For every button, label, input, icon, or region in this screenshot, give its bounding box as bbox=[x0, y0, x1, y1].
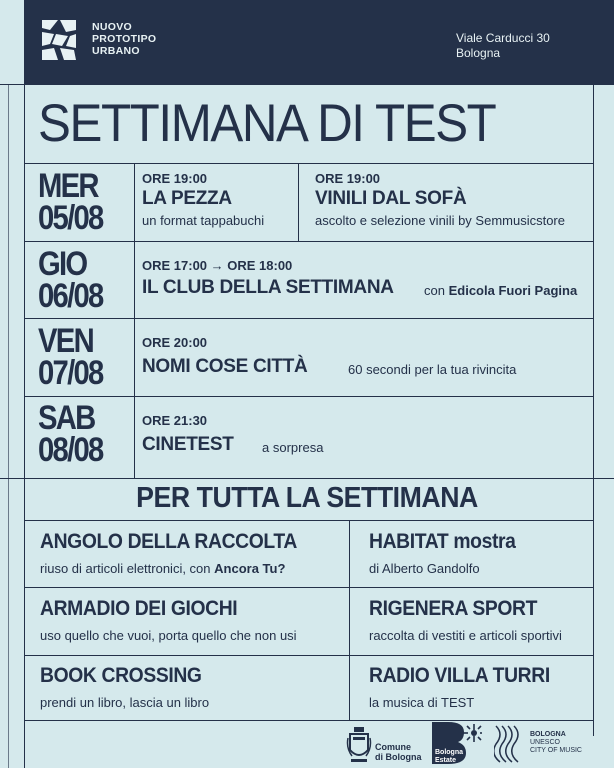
activity-desc: prendi un libro, lascia un libro bbox=[40, 695, 210, 710]
event-title: NOMI COSE CITTÀ bbox=[142, 356, 308, 377]
activity-desc: la musica di TEST bbox=[369, 695, 475, 710]
header bbox=[0, 0, 614, 84]
day-column-divider bbox=[134, 163, 135, 478]
page-title: SETTIMANA DI TEST bbox=[38, 94, 496, 153]
activity-desc: uso quello che vuoi, porta quello che non usi bbox=[40, 628, 297, 643]
event-desc: ascolto e selezione vinili by Semmusicstore bbox=[315, 213, 565, 228]
divider bbox=[24, 396, 594, 397]
day-label: SAB 08/08 bbox=[38, 399, 103, 469]
event-time: ORE 17:00 → ORE 18:00 bbox=[142, 258, 293, 273]
divider bbox=[24, 520, 594, 521]
activity-desc: riuso di articoli elettronici, con Ancora Tu? bbox=[40, 561, 286, 576]
comune-crest-icon bbox=[346, 726, 372, 764]
day-label: GIO 06/08 bbox=[38, 245, 103, 315]
activity-title: ARMADIO DEI GIOCHI bbox=[40, 597, 238, 620]
unesco-music-logo-icon bbox=[494, 724, 522, 764]
activity-title: RIGENERA SPORT bbox=[369, 597, 538, 620]
event-time: ORE 19:00 bbox=[142, 171, 208, 186]
activity-title: ANGOLO DELLA RACCOLTA bbox=[40, 530, 298, 553]
event-time: ORE 20:00 bbox=[142, 335, 208, 350]
outer-frame bbox=[8, 84, 9, 768]
day-label: VEN 07/08 bbox=[38, 322, 103, 392]
frame-left bbox=[24, 84, 25, 768]
unesco-text: BOLOGNA UNESCO CITY OF MUSIC bbox=[530, 731, 582, 754]
day-label: MER 05/08 bbox=[38, 167, 103, 237]
event-title: IL CLUB DELLA SETTIMANA bbox=[142, 277, 394, 298]
week-column-divider bbox=[349, 520, 350, 720]
section-heading: PER TUTTA LA SETTIMANA bbox=[136, 482, 478, 514]
header-bar bbox=[24, 0, 614, 84]
event-desc: a sorpresa bbox=[262, 440, 324, 455]
activity-title: RADIO VILLA TURRI bbox=[369, 664, 550, 687]
event-desc: con Edicola Fuori Pagina bbox=[424, 283, 578, 298]
event-title: VINILI DAL SOFÀ bbox=[315, 188, 467, 209]
event-time: ORE 19:00 bbox=[315, 171, 381, 186]
divider bbox=[0, 84, 614, 85]
divider bbox=[24, 241, 594, 242]
activity-title: HABITAT mostra bbox=[369, 530, 516, 553]
event-column-divider bbox=[298, 163, 299, 241]
divider bbox=[24, 655, 594, 656]
address: Viale Carducci 30 Bologna bbox=[456, 31, 550, 60]
divider bbox=[24, 720, 594, 721]
activity-desc: raccolta di vestiti e articoli sportivi bbox=[369, 628, 562, 643]
activity-desc: di Alberto Gandolfo bbox=[369, 561, 480, 576]
divider bbox=[0, 478, 614, 479]
event-title: LA PEZZA bbox=[142, 188, 232, 209]
prototipo-logo-icon bbox=[40, 18, 78, 62]
divider bbox=[24, 587, 594, 588]
comune-logo-text: Comune di Bologna bbox=[375, 742, 422, 762]
event-time: ORE 21:30 bbox=[142, 413, 208, 428]
brand-name: NUOVO PROTOTIPO URBANO bbox=[92, 21, 157, 57]
event-desc: un format tappabuchi bbox=[142, 213, 265, 228]
event-title: CINETEST bbox=[142, 434, 234, 455]
activity-title: BOOK CROSSING bbox=[40, 664, 202, 687]
divider bbox=[24, 318, 594, 319]
divider bbox=[24, 163, 594, 164]
event-desc: 60 secondi per la tua rivincita bbox=[348, 362, 517, 377]
bologna-estate-text: Bologna Estate bbox=[435, 749, 463, 764]
frame-right bbox=[593, 84, 594, 736]
